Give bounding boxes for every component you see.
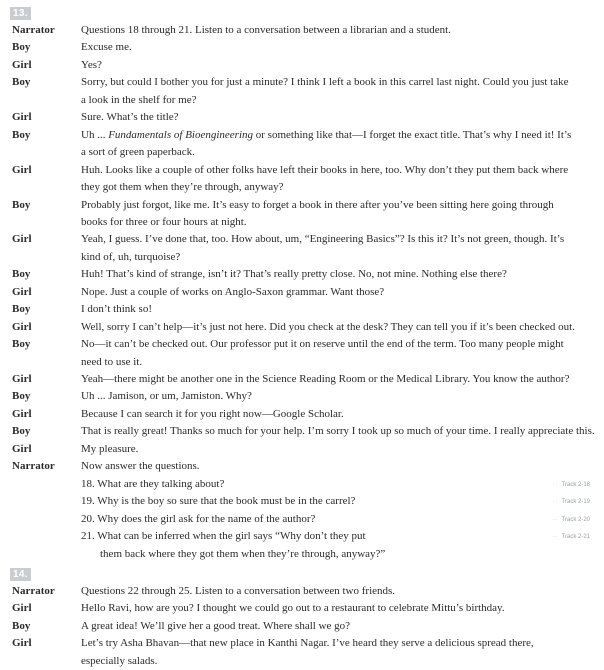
question-line <box>0 476 604 493</box>
line-text: No—it can’t be checked out. Our professor put it on reserve until the end of the term. Too many people might <box>81 338 564 351</box>
speaker-label: Girl <box>12 58 32 71</box>
line-text: need to use it. <box>81 355 143 368</box>
line-text: Probably just forgot, like me. It’s easy to forget a book in there after you’ve been sitting here going through <box>81 198 554 211</box>
speaker-label: Girl <box>12 637 32 650</box>
speaker-label: Girl <box>12 285 32 298</box>
line-text: I don’t think so! <box>81 303 152 316</box>
dialogue-line <box>0 600 604 617</box>
track-number: Track 2-18 <box>561 481 590 488</box>
line-text: books for three or four hours at night. <box>81 215 247 228</box>
dialogue-line <box>0 458 604 475</box>
question-text: them back where they got them when they’re through, anyway?” <box>100 547 386 560</box>
dialogue-line <box>0 197 604 214</box>
track-dots: ·· <box>552 516 559 523</box>
track-label <box>553 498 590 506</box>
question-line <box>0 528 604 545</box>
line-text <box>81 127 571 144</box>
line-text: Sorry, but could I bother you for just a minute? I think I left a book in this carrel last night. Could you just take <box>81 76 569 89</box>
line-text: Huh! That’s kind of strange, isn’t it? That’s really pretty close. No, not mine. Nothing else there? <box>81 268 507 281</box>
speaker-label: Narrator <box>12 460 55 473</box>
speaker-label: Girl <box>12 163 32 176</box>
dialogue-line <box>0 249 604 266</box>
line-text: Sure. What’s the title? <box>81 111 179 124</box>
dialogue-line <box>0 618 604 635</box>
section-number-13: 13. <box>10 7 31 20</box>
line-text-pre: Uh ... <box>81 128 109 141</box>
question-line <box>0 493 604 510</box>
dialogue-line <box>0 162 604 179</box>
track-dots: ·· <box>552 534 559 541</box>
line-text: kind of, uh, turquoise? <box>81 250 181 263</box>
dialogue-line <box>0 127 604 144</box>
track-number: Track 2-19 <box>561 499 590 506</box>
line-text: Now answer the questions. <box>81 460 200 473</box>
dialogue-line <box>0 301 604 318</box>
dialogue-line <box>0 214 604 231</box>
line-text: Yeah—there might be another one in the Science Reading Room or the Medical Library. You know the author? <box>81 373 570 385</box>
question-text: 20. Why does the girl ask for the name of the author? <box>81 512 316 525</box>
line-text: That is really great! Thanks so much for your help. I’m sorry I took up so much of your time. I really appreciate this. <box>81 425 595 438</box>
dialogue-line <box>0 74 604 91</box>
line-text: My pleasure. <box>81 442 139 455</box>
track-number: Track 2-20 <box>561 516 590 523</box>
speaker-label: Narrator <box>12 585 55 597</box>
dialogue-line <box>0 57 604 74</box>
speaker-label: Boy <box>12 303 31 316</box>
line-text: they got them when they’re through, anyway? <box>81 181 284 194</box>
dialogue-line <box>0 423 604 440</box>
dialogue-line <box>0 406 604 423</box>
speaker-label: Boy <box>12 128 31 141</box>
track-label <box>553 533 590 541</box>
dialogue-line <box>0 653 604 670</box>
speaker-label: Girl <box>12 602 32 615</box>
speaker-label: Boy <box>12 390 31 403</box>
track-label <box>553 516 590 524</box>
line-text: Excuse me. <box>81 41 132 54</box>
speaker-label: Girl <box>12 233 32 246</box>
question-text: 21. What can be inferred when the girl says “Why don’t they put <box>81 530 366 543</box>
speaker-label: Boy <box>12 425 31 438</box>
line-text: Nope. Just a couple of works on Anglo-Saxon grammar. Want those? <box>81 285 385 298</box>
line-text: Huh. Looks like a couple of other folks have left their books in here, too. Why don’t they put them back where <box>81 163 569 176</box>
speaker-label: Boy <box>12 619 31 632</box>
speaker-label: Narrator <box>12 24 55 36</box>
line-text: Let’s try Asha Bhavan—that new place in Kanthi Nagar. I’ve heard they serve a delicious spread there, <box>81 637 534 650</box>
question-text: 19. Why is the boy so sure that the book must be in the carrel? <box>81 495 356 508</box>
track-dots: ·· <box>552 499 559 506</box>
dialogue-line <box>0 441 604 458</box>
track-label <box>553 481 590 489</box>
dialogue-line <box>0 336 604 353</box>
line-text-post: or something like that—I forget the exact title. That’s why I need it! It’s <box>253 128 572 141</box>
book-title: Fundamentals of Bioengineering <box>108 128 254 141</box>
speaker-label: Boy <box>12 268 31 281</box>
speaker-label: Girl <box>12 111 32 124</box>
speaker-label: Boy <box>12 338 31 351</box>
track-number: Track 2-21 <box>561 534 590 541</box>
dialogue-line <box>0 354 604 371</box>
speaker-label: Boy <box>12 198 31 211</box>
dialogue-line <box>0 231 604 248</box>
section-number-14: 14. <box>10 568 31 581</box>
line-text: Uh ... Jamison, or um, Jamiston. Why? <box>81 390 252 403</box>
dialogue-line <box>0 179 604 196</box>
dialogue-line <box>0 39 604 56</box>
line-text: especially salads. <box>81 654 158 667</box>
dialogue-line <box>0 583 604 600</box>
line-text: Well, sorry I can’t help—it’s just not here. Did you check at the desk? They can tell you if it’s been checked out. <box>81 320 575 333</box>
question-line <box>0 546 604 563</box>
line-text: Questions 18 through 21. Listen to a conversation between a librarian and a student. <box>81 24 451 36</box>
question-line <box>0 511 604 528</box>
speaker-label: Girl <box>12 407 32 420</box>
dialogue-line <box>0 92 604 109</box>
dialogue-line <box>0 22 604 39</box>
dialogue-line <box>0 284 604 301</box>
line-text: Because I can search it for you right now—Google Scholar. <box>81 407 344 420</box>
line-text: Questions 22 through 25. Listen to a conversation between two friends. <box>81 585 396 597</box>
speaker-label: Boy <box>12 41 31 54</box>
line-text: Yes? <box>81 58 102 71</box>
dialogue-line <box>0 635 604 652</box>
dialogue-line <box>0 109 604 126</box>
dialogue-line <box>0 371 604 388</box>
line-text: A great idea! We’ll give her a good treat. Where shall we go? <box>81 619 351 632</box>
speaker-label: Girl <box>12 320 32 333</box>
question-text: 18. What are they talking about? <box>81 477 225 490</box>
speaker-label: Girl <box>12 373 32 385</box>
line-text: a sort of green paperback. <box>81 146 195 159</box>
speaker-label: Boy <box>12 76 31 89</box>
line-text: Hello Ravi, how are you? I thought we could go out to a restaurant to celebrate Mittu’s birthday. <box>81 602 505 615</box>
track-dots: ·· <box>552 481 559 488</box>
dialogue-line <box>0 266 604 283</box>
line-text: Yeah, I guess. I’ve done that, too. How about, um, “Engineering Basics”? Is this it? It’s not green, though. It’s <box>81 233 565 246</box>
line-text: a look in the shelf for me? <box>81 93 197 106</box>
dialogue-line <box>0 388 604 405</box>
dialogue-line <box>0 144 604 161</box>
speaker-label: Girl <box>12 442 32 455</box>
dialogue-line <box>0 319 604 336</box>
